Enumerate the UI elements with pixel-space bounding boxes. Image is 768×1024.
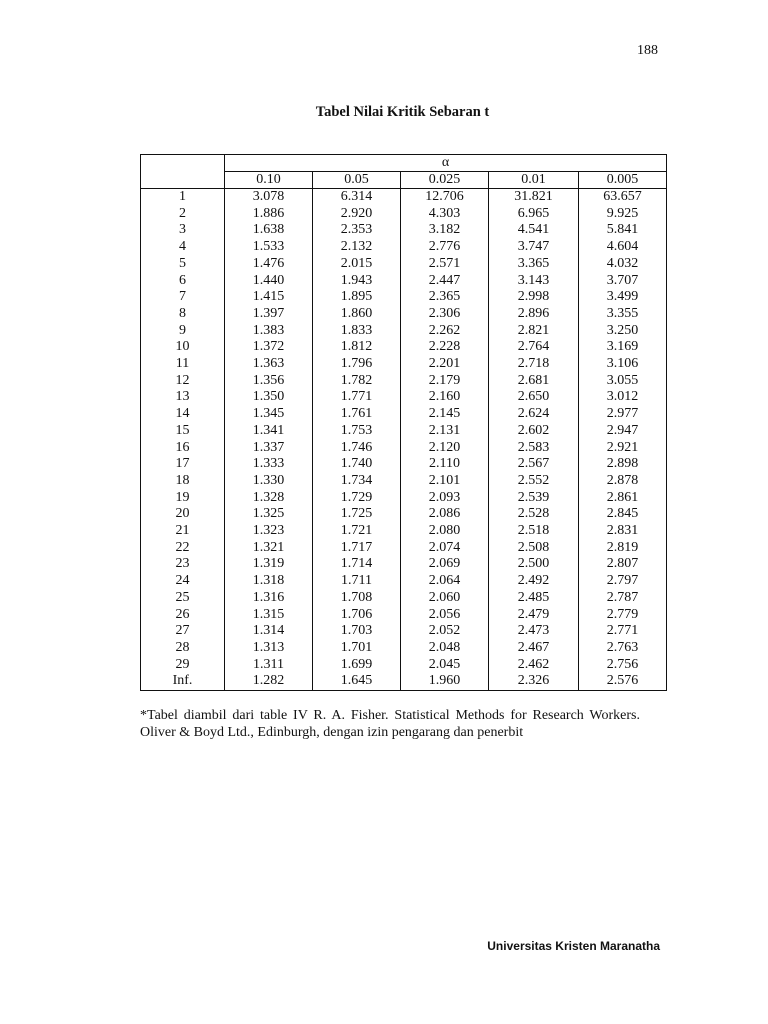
critical-value-cell: 2.552: [489, 473, 579, 490]
critical-value-cell: 1.311: [225, 657, 313, 674]
critical-value-cell: 2.086: [401, 506, 489, 523]
critical-value-cell: 2.064: [401, 573, 489, 590]
column-header-alpha: 0.025: [401, 172, 489, 189]
df-cell: 13: [141, 389, 225, 406]
critical-value-cell: 1.341: [225, 423, 313, 440]
footer-institution: Universitas Kristen Maranatha: [487, 939, 660, 953]
critical-value-cell: 2.132: [313, 239, 401, 256]
critical-value-cell: 2.845: [579, 506, 667, 523]
df-cell: 6: [141, 273, 225, 290]
critical-value-cell: 1.960: [401, 673, 489, 690]
critical-value-cell: 3.055: [579, 373, 667, 390]
critical-value-cell: 1.717: [313, 540, 401, 557]
critical-value-cell: 1.740: [313, 456, 401, 473]
df-cell: 5: [141, 256, 225, 273]
critical-value-cell: 2.074: [401, 540, 489, 557]
critical-value-cell: 1.476: [225, 256, 313, 273]
critical-value-cell: 2.160: [401, 389, 489, 406]
critical-value-cell: 2.583: [489, 440, 579, 457]
critical-value-cell: 2.756: [579, 657, 667, 674]
critical-value-cell: 2.479: [489, 607, 579, 624]
table-row: [141, 590, 667, 607]
critical-value-cell: 2.819: [579, 540, 667, 557]
critical-value-cell: 1.325: [225, 506, 313, 523]
critical-value-cell: 2.602: [489, 423, 579, 440]
table-row: [141, 657, 667, 674]
critical-value-cell: 1.833: [313, 323, 401, 340]
column-header-alpha: 0.005: [579, 172, 667, 189]
critical-value-cell: 1.383: [225, 323, 313, 340]
critical-value-cell: 1.323: [225, 523, 313, 540]
critical-value-cell: 1.729: [313, 490, 401, 507]
critical-value-cell: 2.718: [489, 356, 579, 373]
critical-value-cell: 2.093: [401, 490, 489, 507]
critical-value-cell: 1.771: [313, 389, 401, 406]
critical-value-cell: 12.706: [401, 189, 489, 206]
critical-value-cell: 3.250: [579, 323, 667, 340]
df-cell: 24: [141, 573, 225, 590]
critical-value-cell: 2.539: [489, 490, 579, 507]
critical-value-cell: 2.650: [489, 389, 579, 406]
df-cell: 25: [141, 590, 225, 607]
critical-value-cell: 3.365: [489, 256, 579, 273]
critical-value-cell: 1.638: [225, 222, 313, 239]
critical-value-cell: 2.779: [579, 607, 667, 624]
critical-value-cell: 31.821: [489, 189, 579, 206]
critical-value-cell: 2.045: [401, 657, 489, 674]
df-cell: 26: [141, 607, 225, 624]
df-cell: 16: [141, 440, 225, 457]
critical-value-cell: 2.056: [401, 607, 489, 624]
table-row: [141, 640, 667, 657]
critical-value-cell: 2.110: [401, 456, 489, 473]
critical-value-cell: 1.333: [225, 456, 313, 473]
critical-value-cell: 1.318: [225, 573, 313, 590]
table-row: [141, 222, 667, 239]
df-cell: 22: [141, 540, 225, 557]
critical-value-cell: 1.330: [225, 473, 313, 490]
critical-value-cell: 2.353: [313, 222, 401, 239]
critical-value-cell: 2.921: [579, 440, 667, 457]
critical-value-cell: 2.576: [579, 673, 667, 690]
critical-value-cell: 2.015: [313, 256, 401, 273]
table-row: [141, 406, 667, 423]
critical-value-cell: 1.796: [313, 356, 401, 373]
critical-value-cell: 2.771: [579, 623, 667, 640]
critical-value-cell: 1.282: [225, 673, 313, 690]
column-header-alpha: 0.05: [313, 172, 401, 189]
column-header-alpha: 0.01: [489, 172, 579, 189]
critical-value-cell: 2.821: [489, 323, 579, 340]
critical-value-cell: 1.315: [225, 607, 313, 624]
critical-value-cell: 1.363: [225, 356, 313, 373]
critical-value-cell: 2.571: [401, 256, 489, 273]
critical-value-cell: 2.681: [489, 373, 579, 390]
table-row: [141, 356, 667, 373]
critical-value-cell: 3.169: [579, 339, 667, 356]
critical-value-cell: 1.734: [313, 473, 401, 490]
critical-value-cell: 2.365: [401, 289, 489, 306]
critical-value-cell: 2.831: [579, 523, 667, 540]
critical-value-cell: 2.500: [489, 556, 579, 573]
critical-value-cell: 1.337: [225, 440, 313, 457]
page-number: 188: [637, 43, 658, 58]
df-cell: 17: [141, 456, 225, 473]
critical-value-cell: 1.886: [225, 206, 313, 223]
critical-value-cell: 2.473: [489, 623, 579, 640]
critical-value-cell: 1.746: [313, 440, 401, 457]
critical-value-cell: 1.350: [225, 389, 313, 406]
critical-value-cell: 2.080: [401, 523, 489, 540]
critical-value-cell: 1.397: [225, 306, 313, 323]
df-cell: 28: [141, 640, 225, 657]
table-row: [141, 440, 667, 457]
critical-value-cell: 3.106: [579, 356, 667, 373]
critical-value-cell: 63.657: [579, 189, 667, 206]
critical-value-cell: 1.706: [313, 607, 401, 624]
critical-value-cell: 4.604: [579, 239, 667, 256]
critical-value-cell: 2.101: [401, 473, 489, 490]
critical-value-cell: 1.860: [313, 306, 401, 323]
df-cell: 29: [141, 657, 225, 674]
df-cell: 27: [141, 623, 225, 640]
critical-value-cell: 2.306: [401, 306, 489, 323]
critical-value-cell: 1.703: [313, 623, 401, 640]
df-cell: 2: [141, 206, 225, 223]
df-cell: 12: [141, 373, 225, 390]
critical-value-cell: 1.721: [313, 523, 401, 540]
critical-value-cell: 2.920: [313, 206, 401, 223]
critical-value-cell: 2.947: [579, 423, 667, 440]
critical-value-cell: 2.131: [401, 423, 489, 440]
critical-value-cell: 1.725: [313, 506, 401, 523]
table-row: [141, 339, 667, 356]
critical-value-cell: 2.807: [579, 556, 667, 573]
critical-value-cell: 1.895: [313, 289, 401, 306]
critical-value-cell: 3.747: [489, 239, 579, 256]
table-row: [141, 573, 667, 590]
critical-value-cell: 2.048: [401, 640, 489, 657]
critical-value-cell: 2.069: [401, 556, 489, 573]
critical-value-cell: 2.467: [489, 640, 579, 657]
critical-value-cell: 1.345: [225, 406, 313, 423]
critical-value-cell: 2.567: [489, 456, 579, 473]
df-cell: 23: [141, 556, 225, 573]
df-cell: 14: [141, 406, 225, 423]
df-cell: 9: [141, 323, 225, 340]
critical-value-cell: 5.841: [579, 222, 667, 239]
df-header-cell: [141, 155, 225, 189]
critical-value-cell: 2.528: [489, 506, 579, 523]
table-row: [141, 373, 667, 390]
table-row: [141, 540, 667, 557]
column-header-alpha: 0.10: [225, 172, 313, 189]
df-cell: 15: [141, 423, 225, 440]
critical-value-cell: 1.356: [225, 373, 313, 390]
df-cell: 10: [141, 339, 225, 356]
df-cell: 19: [141, 490, 225, 507]
critical-value-cell: 3.707: [579, 273, 667, 290]
table-row: [141, 206, 667, 223]
critical-value-cell: 2.896: [489, 306, 579, 323]
critical-value-cell: 1.711: [313, 573, 401, 590]
table-row: [141, 389, 667, 406]
df-cell: 4: [141, 239, 225, 256]
critical-value-cell: 2.228: [401, 339, 489, 356]
critical-value-cell: 2.179: [401, 373, 489, 390]
critical-value-cell: 2.998: [489, 289, 579, 306]
critical-value-cell: 3.143: [489, 273, 579, 290]
critical-value-cell: 2.052: [401, 623, 489, 640]
critical-value-cell: 2.120: [401, 440, 489, 457]
table-row: [141, 423, 667, 440]
df-cell: 21: [141, 523, 225, 540]
critical-value-cell: 1.699: [313, 657, 401, 674]
critical-value-cell: 1.372: [225, 339, 313, 356]
critical-value-cell: 1.753: [313, 423, 401, 440]
table-row: [141, 456, 667, 473]
table-row: [141, 607, 667, 624]
table-row: [141, 506, 667, 523]
critical-value-cell: 2.201: [401, 356, 489, 373]
critical-value-cell: 1.645: [313, 673, 401, 690]
critical-value-cell: 1.440: [225, 273, 313, 290]
table-row: [141, 239, 667, 256]
alpha-label: α: [225, 155, 667, 172]
table-row: [141, 289, 667, 306]
table-row: [141, 556, 667, 573]
critical-value-cell: 3.078: [225, 189, 313, 206]
table-row: [141, 273, 667, 290]
critical-value-cell: 2.878: [579, 473, 667, 490]
critical-value-cell: 2.485: [489, 590, 579, 607]
critical-value-cell: 1.812: [313, 339, 401, 356]
page-title: Tabel Nilai Kritik Sebaran t: [315, 104, 490, 120]
critical-value-cell: 2.508: [489, 540, 579, 557]
critical-value-cell: 1.313: [225, 640, 313, 657]
df-cell: 3: [141, 222, 225, 239]
critical-value-cell: 2.977: [579, 406, 667, 423]
table-row: [141, 473, 667, 490]
critical-value-cell: 2.447: [401, 273, 489, 290]
critical-value-cell: 2.898: [579, 456, 667, 473]
critical-value-cell: 1.314: [225, 623, 313, 640]
critical-value-cell: 2.763: [579, 640, 667, 657]
critical-value-cell: 1.943: [313, 273, 401, 290]
critical-value-cell: 2.797: [579, 573, 667, 590]
table-row: [141, 189, 667, 206]
table-row: [141, 490, 667, 507]
critical-value-cell: 1.533: [225, 239, 313, 256]
critical-value-cell: 4.541: [489, 222, 579, 239]
df-cell: 1: [141, 189, 225, 206]
critical-value-cell: 3.499: [579, 289, 667, 306]
critical-value-cell: 3.182: [401, 222, 489, 239]
critical-value-cell: 2.861: [579, 490, 667, 507]
critical-value-cell: 9.925: [579, 206, 667, 223]
critical-value-cell: 2.518: [489, 523, 579, 540]
df-cell: 20: [141, 506, 225, 523]
critical-value-cell: 1.761: [313, 406, 401, 423]
critical-value-cell: 2.060: [401, 590, 489, 607]
critical-value-cell: 2.262: [401, 323, 489, 340]
table-row: [141, 256, 667, 273]
df-cell: 7: [141, 289, 225, 306]
critical-value-cell: 1.714: [313, 556, 401, 573]
critical-value-cell: 1.701: [313, 640, 401, 657]
critical-value-cell: 4.032: [579, 256, 667, 273]
critical-value-cell: 6.965: [489, 206, 579, 223]
critical-value-cell: 2.145: [401, 406, 489, 423]
critical-value-cell: 2.462: [489, 657, 579, 674]
critical-value-cell: 2.624: [489, 406, 579, 423]
df-cell: Inf.: [141, 673, 225, 690]
table-row: [141, 523, 667, 540]
df-cell: 11: [141, 356, 225, 373]
critical-value-cell: 1.415: [225, 289, 313, 306]
critical-value-cell: 1.782: [313, 373, 401, 390]
table-row: [141, 306, 667, 323]
table-body: [141, 189, 667, 691]
footnote: *Tabel diambil dari table IV R. A. Fisher. Statistical Methods for Research Workers. Oliver & Boyd Ltd., Edinburgh, dengan izin pengarang dan penerbit: [140, 708, 640, 740]
t-distribution-table: [140, 154, 667, 691]
critical-value-cell: 1.316: [225, 590, 313, 607]
alpha-header-row: [141, 155, 667, 172]
df-cell: 18: [141, 473, 225, 490]
critical-value-cell: 1.708: [313, 590, 401, 607]
critical-value-cell: 2.787: [579, 590, 667, 607]
table-row: [141, 323, 667, 340]
critical-value-cell: 4.303: [401, 206, 489, 223]
critical-value-cell: 3.355: [579, 306, 667, 323]
critical-value-cell: 2.326: [489, 673, 579, 690]
critical-value-cell: 1.319: [225, 556, 313, 573]
critical-value-cell: 2.492: [489, 573, 579, 590]
critical-value-cell: 2.776: [401, 239, 489, 256]
table-row: [141, 673, 667, 690]
critical-value-cell: 2.764: [489, 339, 579, 356]
critical-value-cell: 1.328: [225, 490, 313, 507]
critical-value-cell: 6.314: [313, 189, 401, 206]
df-cell: 8: [141, 306, 225, 323]
critical-value-cell: 1.321: [225, 540, 313, 557]
table-row: [141, 623, 667, 640]
critical-value-cell: 3.012: [579, 389, 667, 406]
